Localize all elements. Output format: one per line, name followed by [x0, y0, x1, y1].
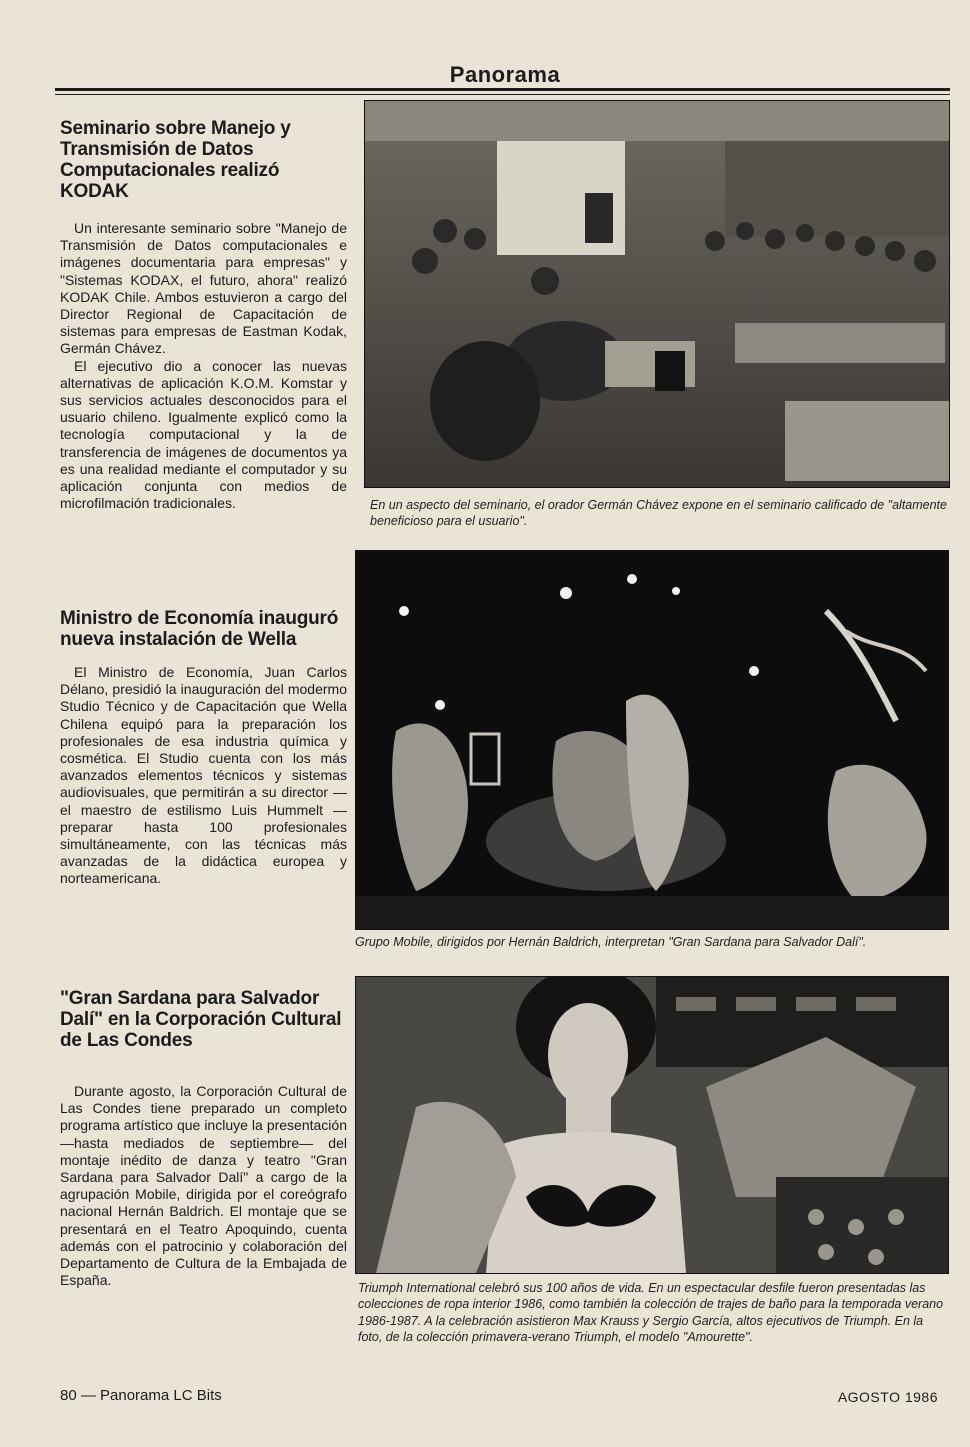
model-caption: Triumph International celebró sus 100 años de vida. En un espectacular desfile fueron presentadas las colecciones de ropa interior 1986, como también la colección de trajes de baño para la temporada verano 1986-1987. A la celebración asistieron Max Krauss y Sergio García, altos ejecutivos de Triumph. En la foto, de la colección primavera-verano Triumph, el modelo "Amourette".	[358, 1281, 944, 1344]
article-title: Ministro de Economía inauguró nueva instalación de Wella	[60, 608, 339, 650]
article-sardana	[60, 988, 347, 1289]
article-kodak	[60, 118, 347, 512]
page-footer-right: AGOSTO 1986	[837, 1389, 938, 1405]
article-wella	[60, 608, 347, 888]
seminar-caption: En un aspecto del seminario, el orador Germán Chávez expone en el seminario calificado de "altamente beneficioso para el usuario".	[370, 498, 947, 529]
header-rule-thin	[55, 94, 950, 95]
performance-photo	[355, 550, 949, 930]
seminar-photo	[364, 100, 950, 488]
article-title: "Gran Sardana para Salvador Dalí" en la Corporación Cultural de Las Condes	[60, 988, 342, 1051]
section-header: Panorama	[449, 62, 561, 87]
article-paragraph: El ejecutivo dio a conocer las nuevas alternativas de aplicación K.O.M. Komstar y sus servicios actuales desconocidos para el usuario chileno. Igualmente explicó como la tecnología computacional y la de transferencia de imágenes de documentos ya es una realidad mediante el computador y su aplicación conjunta con medios de microfilmación tradicionales.	[60, 357, 347, 512]
model-photo	[355, 976, 949, 1274]
article-title: Seminario sobre Manejo y Transmisión de Datos Computacionales realizó KODAK	[60, 118, 291, 202]
page-footer-left: 80 — Panorama LC Bits	[60, 1387, 222, 1404]
header-rule	[55, 88, 950, 91]
article-paragraph: El Ministro de Economía, Juan Carlos Délano, presidió la inauguración del modermo Studio Técnico y de Capacitación que Wella Chilena equipó para la preparación los profesionales de esa industria química y cosmética. El Studio cuenta con los más avanzados elementos técnicos y sistemas audiovisuales, que permitirán a su director —el maestro de estilismo Luis Hummelt —preparar hasta 100 profesionales simultáneamente, con las técnicas más avanzadas de la didáctica europea y norteamericana.	[60, 664, 347, 887]
article-paragraph: Un interesante seminario sobre "Manejo de Transmisión de Datos computacionales e imágenes documentaria para empresas" y "Sistemas KODAX, el futuro, ahora" realizó KODAK Chile. Ambos estuvieron a cargo del Director Regional de Capacitación de sistemas para empresas de Eastman Kodak, Germán Chávez.	[60, 220, 347, 357]
article-paragraph: Durante agosto, la Corporación Cultural de Las Condes tiene preparado un completo programa artístico que incluye la presentación —hasta mediados de septiembre— del montaje inédito de danza y teatro "Gran Sardana para Salvador Dalí" a cargo de la agrupación Mobile, dirigida por el coreógrafo nacional Hernán Baldrich. El montaje que se presentará en el Teatro Apoquindo, cuenta además con el patrocinio y colaboración del Departamento de Cultura de la Embajada de España.	[60, 1083, 347, 1289]
performance-caption: Grupo Mobile, dirigidos por Hernán Baldrich, interpretan "Gran Sardana para Salvador Dalí".	[355, 935, 867, 949]
